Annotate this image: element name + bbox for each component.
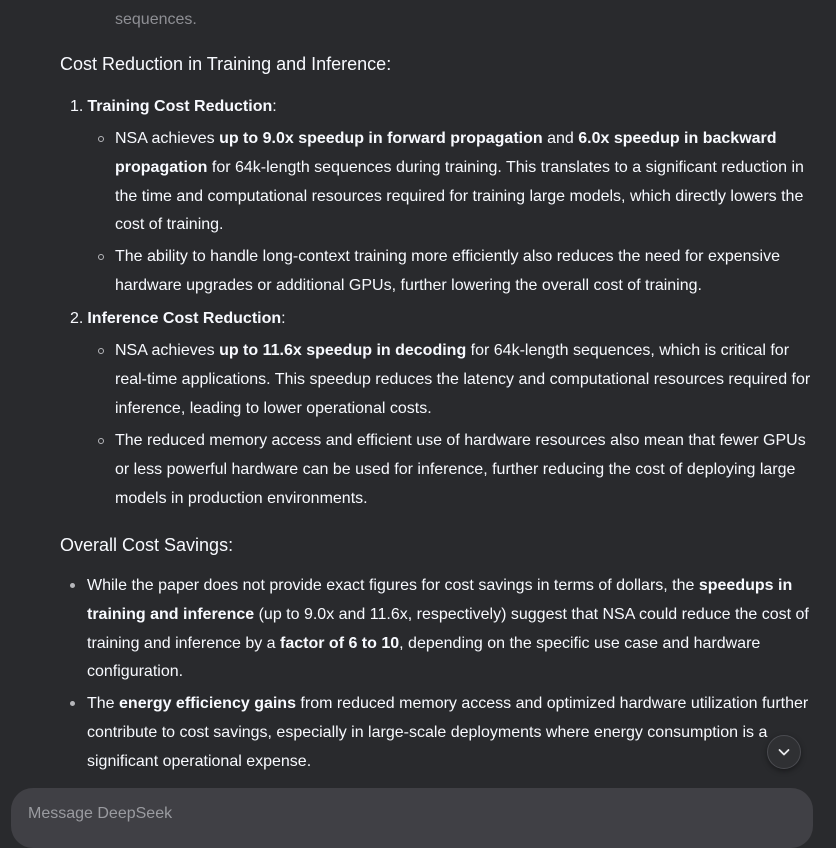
text-run: (up to 9.0x and 11.6x, respectively) suggest that NSA could reduce the cost of training and inference by a (87, 605, 809, 652)
text-run: While the paper does not provide exact figures for cost savings in terms of dollars, the (87, 577, 699, 594)
text-run: NSA achieves (115, 130, 220, 147)
text-run: The ability to handle long-context training more efficiently also reduces the need for expensive hardware upgrades or additional GPUs, further lowering the overall cost of training. (115, 248, 780, 294)
message-composer (11, 788, 813, 848)
bold-text-run: energy efficiency gains (119, 695, 296, 712)
sub-bullet-training-hardware (115, 243, 815, 301)
previous-text-tail: sequences. (115, 11, 197, 28)
list-item-suffix: : (272, 98, 277, 115)
text-run: for 64k-length sequences, which is critical for real-time applications. This speedup reduces the latency and computational resources required for inference, leading to lower operational costs. (115, 342, 811, 417)
text-run: and (542, 130, 579, 147)
bold-text-run: up to 9.0x speedup in forward propagation (219, 130, 543, 147)
disc-bullet-marker (70, 701, 75, 706)
list-item-title: Inference Cost Reduction (87, 310, 282, 327)
bold-text-run: up to 11.6x speedup in decoding (219, 342, 467, 359)
sub-bullet-inference-memory (115, 427, 815, 513)
sub-bullet-inference-speedup (115, 337, 815, 423)
list-item-title: Training Cost Reduction (87, 98, 273, 115)
scroll-to-bottom-button[interactable] (767, 735, 801, 769)
chevron-down-icon (776, 744, 792, 760)
bold-text-run: factor of 6 to 10 (280, 634, 400, 652)
bold-text-run: 6.0x speedup in backward propagation (115, 130, 777, 176)
list-number: 2. (70, 310, 84, 327)
text-run: from reduced memory access and optimized hardware utilization further contribute to cost savings, especially in large-scale deployments where energy consumption is a significant operational expense. (87, 695, 809, 770)
list-number: 1. (70, 98, 84, 115)
list-item-training-cost (70, 93, 277, 121)
text-run: The (87, 695, 120, 712)
text-run: The reduced memory access and efficient use of hardware resources also mean that fewer GPUs or less powerful hardware can be used for inference, further reducing the cost of deploying large models in production environments. (115, 432, 806, 507)
bold-text-run: speedups in training and inference (87, 577, 793, 623)
section-heading-cost-reduction: Cost Reduction in Training and Inference: (60, 54, 392, 74)
bullet-overall-speedups (87, 572, 815, 687)
disc-bullet-marker (70, 583, 75, 588)
circle-bullet-marker (98, 136, 104, 142)
sub-bullet-training-speedup (115, 125, 815, 240)
list-item-inference-cost (70, 305, 286, 333)
circle-bullet-marker (98, 254, 104, 260)
text-run: , depending on the specific use case and hardware configuration. (87, 634, 761, 681)
circle-bullet-marker (98, 438, 104, 444)
circle-bullet-marker (98, 348, 104, 354)
bullet-energy-efficiency (87, 690, 815, 776)
section-heading-overall-savings: Overall Cost Savings: (60, 535, 234, 555)
list-item-suffix: : (281, 310, 286, 327)
text-run: NSA achieves (115, 342, 220, 359)
message-input[interactable] (26, 801, 790, 827)
text-run: for 64k-length sequences during training. This translates to a significant reduction in the time and computational resources required for training large models, which directly lowers the cost of training. (115, 158, 804, 234)
